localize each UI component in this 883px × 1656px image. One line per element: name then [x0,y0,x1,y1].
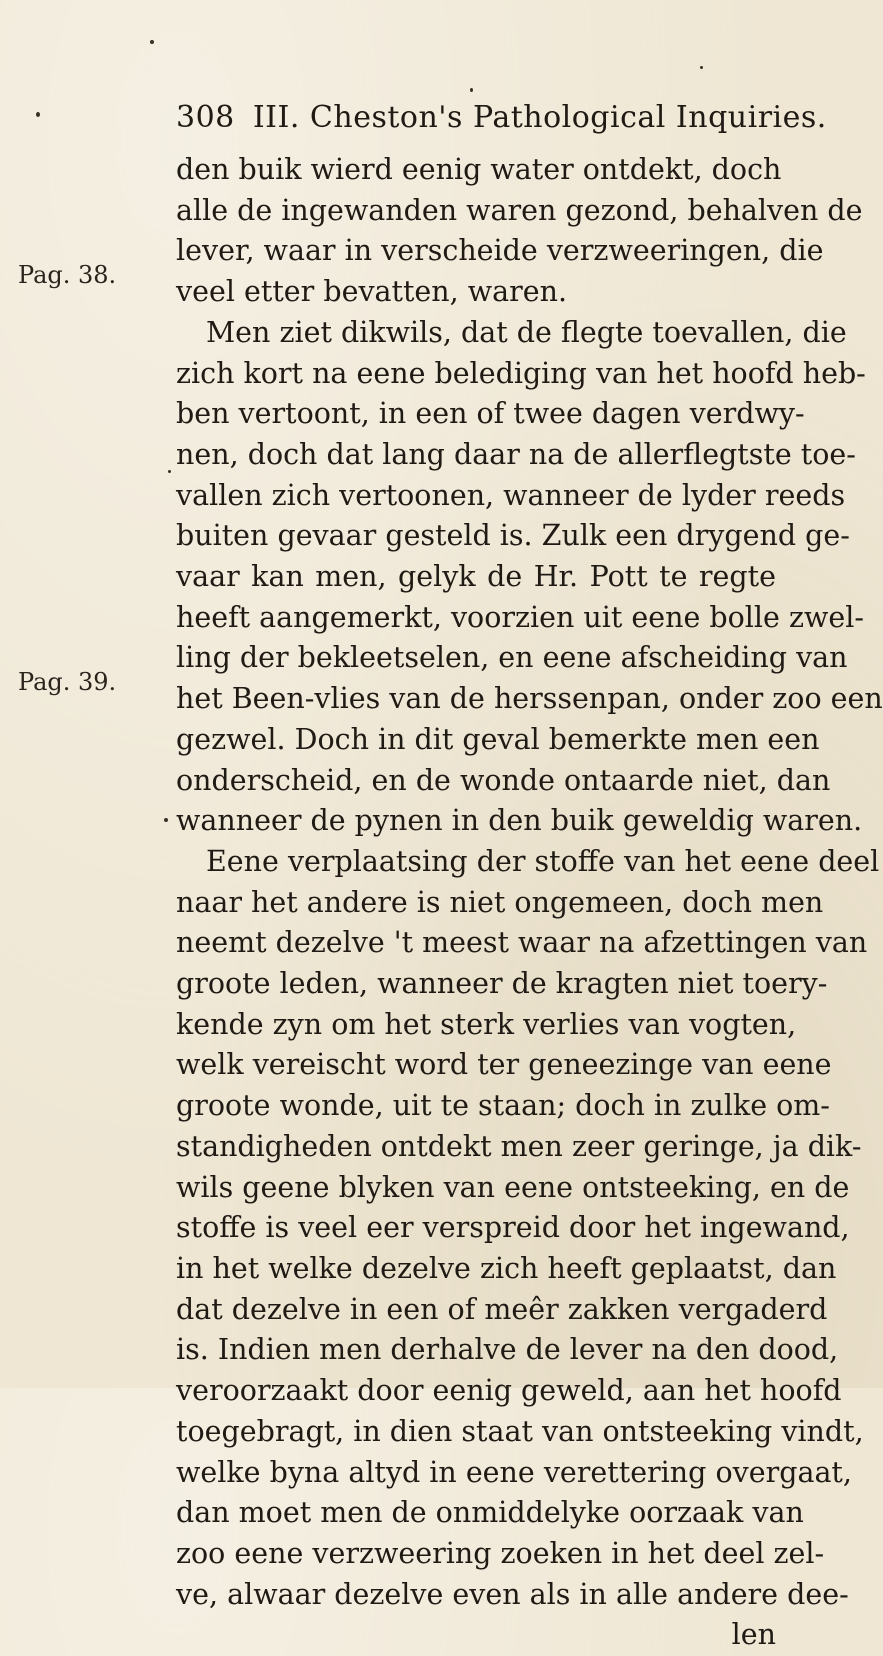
text-line: heeft aangemerkt, voorzien uit eene bolle zwel- [176,600,864,634]
ink-speck [168,470,171,473]
text-line: lever, waar in verscheide verzweeringen, die [176,234,824,268]
text-line: standigheden ontdekt men zeer geringe, ja dik- [176,1129,862,1163]
text-line: wils geene blyken van eene ontsteeking, en de [176,1170,850,1204]
text-line: het Been-vlies van de herssenpan, onder zoo een [176,682,883,716]
running-title: III. Cheston's Pathological Inquiries. [252,100,827,135]
text-line: veel etter bevatten, waren. [176,275,568,309]
ink-speck [470,88,473,92]
text-line: Eene verplaatsing der stoffe van het eene deel [206,844,880,878]
text-line: in het welke dezelve zich heeft geplaatst, dan [176,1251,837,1285]
text-line: kende zyn om het sterk verlies van vogten, [176,1007,797,1041]
text-line: onderscheid, en de wonde ontaarde niet, dan [176,763,831,797]
text-line: groote wonde, uit te staan; doch in zulke om- [176,1089,830,1123]
text-line: groote leden, wanneer de kragten niet toery- [176,967,828,1001]
text-line: den buik wierd eenig water ontdekt, doch [176,153,782,186]
ink-speck [150,40,154,44]
margin-note-pag-39: Pag. 39. [18,668,117,696]
body-text [176,150,883,1656]
text-line: alle de ingewanden waren gezond, behalven de [176,193,863,227]
text-line: veroorzaakt door eenig geweld, aan het hoofd [176,1374,842,1408]
text-line: ben vertoont, in een of twee dagen verdwy- [176,397,805,431]
text-line: ve, alwaar dezelve even als in alle andere dee- [176,1577,849,1611]
text-line: ling der bekleetselen, en eene afscheiding van [176,641,848,675]
text-line: zich kort na eene belediging van het hoofd heb- [176,356,866,390]
margin-note-pag-38: Pag. 38. [18,261,117,289]
text-line: welke byna altyd in eene verettering overgaat, [176,1455,852,1489]
text-line: naar het andere is niet ongemeen, doch men [176,885,824,919]
text-line: toegebragt, in dien staat van ontsteeking vindt, [176,1414,864,1448]
text-line: gezwel. Doch in dit geval bemerkte men een [176,722,820,756]
text-line: Men ziet dikwils, dat de flegte toevallen, die [206,315,847,349]
text-line: dan moet men de onmiddelyke oorzaak van [176,1496,804,1530]
text-line: zoo eene verzweering zoeken in het deel zel- [176,1536,825,1570]
text-line: neemt dezelve 't meest waar na afzettingen van [176,926,868,960]
running-head [176,100,827,135]
text-line: is. Indien men derhalve de lever na den dood, [176,1333,839,1367]
text-line: nen, doch dat lang daar na de allerflegtste toe- [176,437,856,471]
text-line: dat dezelve in een of meêr zakken vergaderd [176,1292,828,1326]
page-number: 308 [176,100,235,135]
text-line: welk vereischt word ter geneezinge van eene [176,1048,832,1082]
catchword: len [731,1618,776,1652]
text-line: stoffe is veel eer verspreid door het ingewand, [176,1211,850,1245]
text-line: vaar kan men, gelyk de Hr. Pott te regte [176,560,776,594]
text-line: wanneer de pynen in den buik geweldig waren. [176,804,863,838]
text-line: buiten gevaar gesteld is. Zulk een drygend ge- [176,519,850,553]
text-line: vallen zich vertoonen, wanneer de lyder reeds [176,478,846,512]
ink-speck [700,66,703,69]
ink-speck [164,818,168,822]
ink-speck [36,112,40,117]
